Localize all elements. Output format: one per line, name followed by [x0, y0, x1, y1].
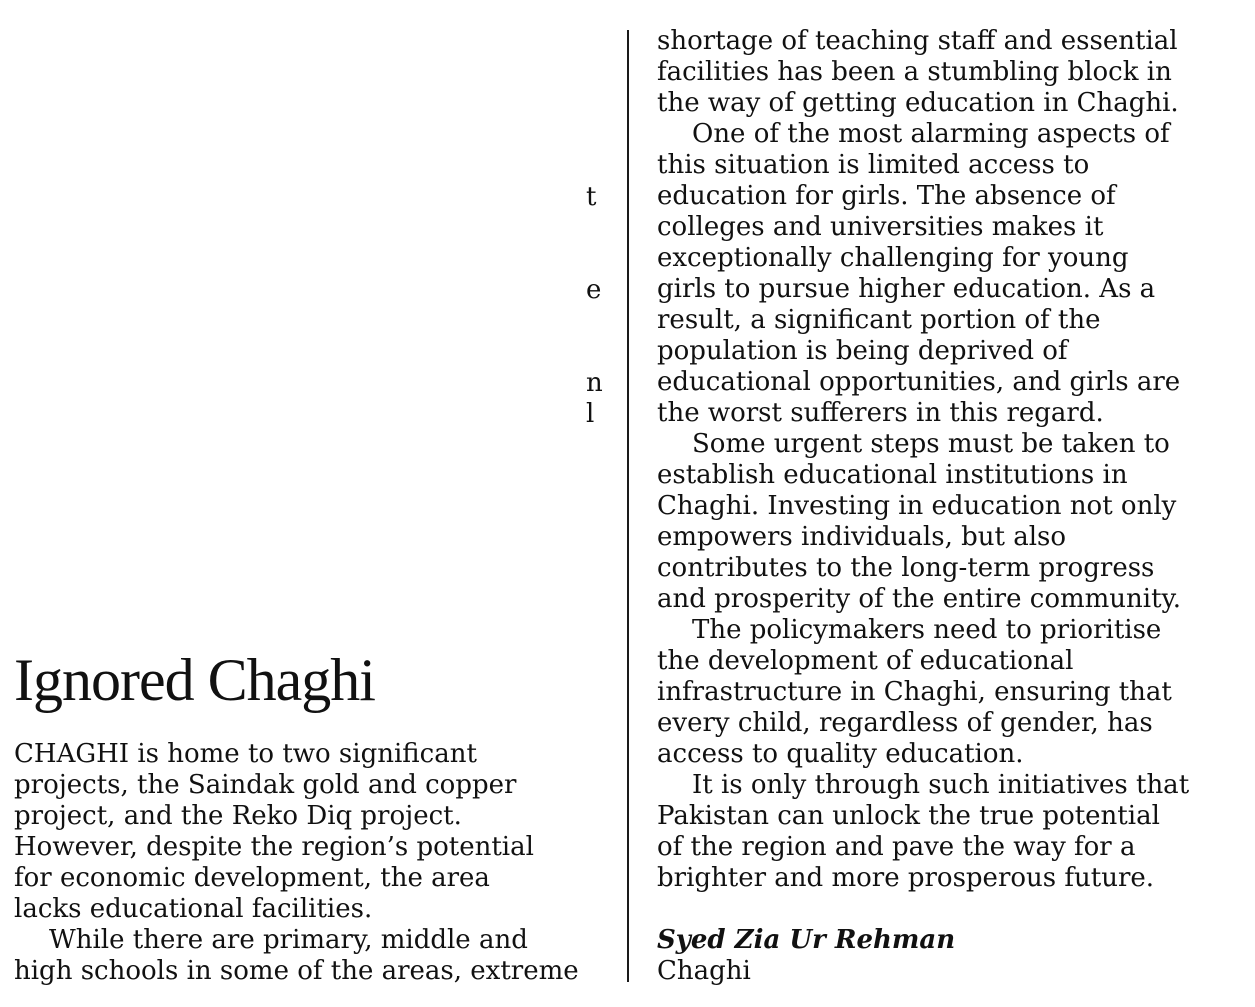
- body-line: of the region and pave the way for a: [657, 832, 1136, 862]
- body-line: population is being deprived of: [657, 336, 1068, 366]
- body-line: contributes to the long-term progress: [657, 553, 1155, 583]
- body-line: the way of getting education in Chaghi.: [657, 88, 1179, 118]
- body-line: Some urgent steps must be taken to: [692, 429, 1170, 459]
- body-line: Pakistan can unlock the true potential: [657, 801, 1160, 831]
- body-line: access to quality education.: [657, 739, 1024, 769]
- body-line: the worst sufferers in this regard.: [657, 398, 1104, 428]
- body-line: It is only through such initiatives that: [692, 770, 1190, 800]
- page-title: Ignored Chaghi: [14, 647, 375, 713]
- body-line: empowers individuals, but also: [657, 522, 1067, 552]
- body-line: One of the most alarming aspects of: [692, 119, 1170, 149]
- body-line: lacks educational facilities.: [14, 894, 373, 924]
- body-line: education for girls. The absence of: [657, 181, 1116, 211]
- clipped-fragment: l: [586, 399, 595, 429]
- body-line: high schools in some of the areas, extreme: [14, 956, 579, 986]
- body-line: colleges and universities makes it: [657, 212, 1104, 242]
- body-line: the development of educational: [657, 646, 1074, 676]
- author-location: Chaghi: [657, 956, 751, 986]
- body-line: result, a significant portion of the: [657, 305, 1101, 335]
- signature-spacer: [657, 894, 1252, 925]
- body-line: and prosperity of the entire community.: [657, 584, 1182, 614]
- body-line: establish educational institutions in: [657, 460, 1128, 490]
- body-line: However, despite the region’s potential: [14, 832, 534, 862]
- body-line: brighter and more prosperous future.: [657, 863, 1155, 893]
- body-line: CHAGHI is home to two significant: [14, 739, 477, 769]
- body-line: educational opportunities, and girls are: [657, 367, 1181, 397]
- body-line: infrastructure in Chaghi, ensuring that: [657, 677, 1172, 707]
- body-line: this situation is limited access to: [657, 150, 1090, 180]
- clipped-fragment: n: [586, 368, 603, 398]
- body-line: for economic development, the area: [14, 863, 490, 893]
- article-body-left: [14, 739, 614, 987]
- article-body-right: [657, 26, 1252, 987]
- body-line: projects, the Saindak gold and copper: [14, 770, 517, 800]
- body-line: shortage of teaching staff and essential: [657, 26, 1178, 56]
- body-line: project, and the Reko Diq project.: [14, 801, 462, 831]
- author-name: Syed Zia Ur Rehman: [657, 925, 956, 955]
- column-divider: [627, 30, 629, 982]
- body-line: exceptionally challenging for young: [657, 243, 1129, 273]
- body-line: facilities has been a stumbling block in: [657, 57, 1172, 87]
- clipped-fragment: t: [586, 182, 597, 212]
- clipped-fragment: e: [586, 275, 602, 305]
- body-line: girls to pursue higher education. As a: [657, 274, 1156, 304]
- body-line: The policymakers need to prioritise: [692, 615, 1162, 645]
- body-line: While there are primary, middle and: [49, 925, 528, 955]
- body-line: every child, regardless of gender, has: [657, 708, 1153, 738]
- body-line: Chaghi. Investing in education not only: [657, 491, 1177, 521]
